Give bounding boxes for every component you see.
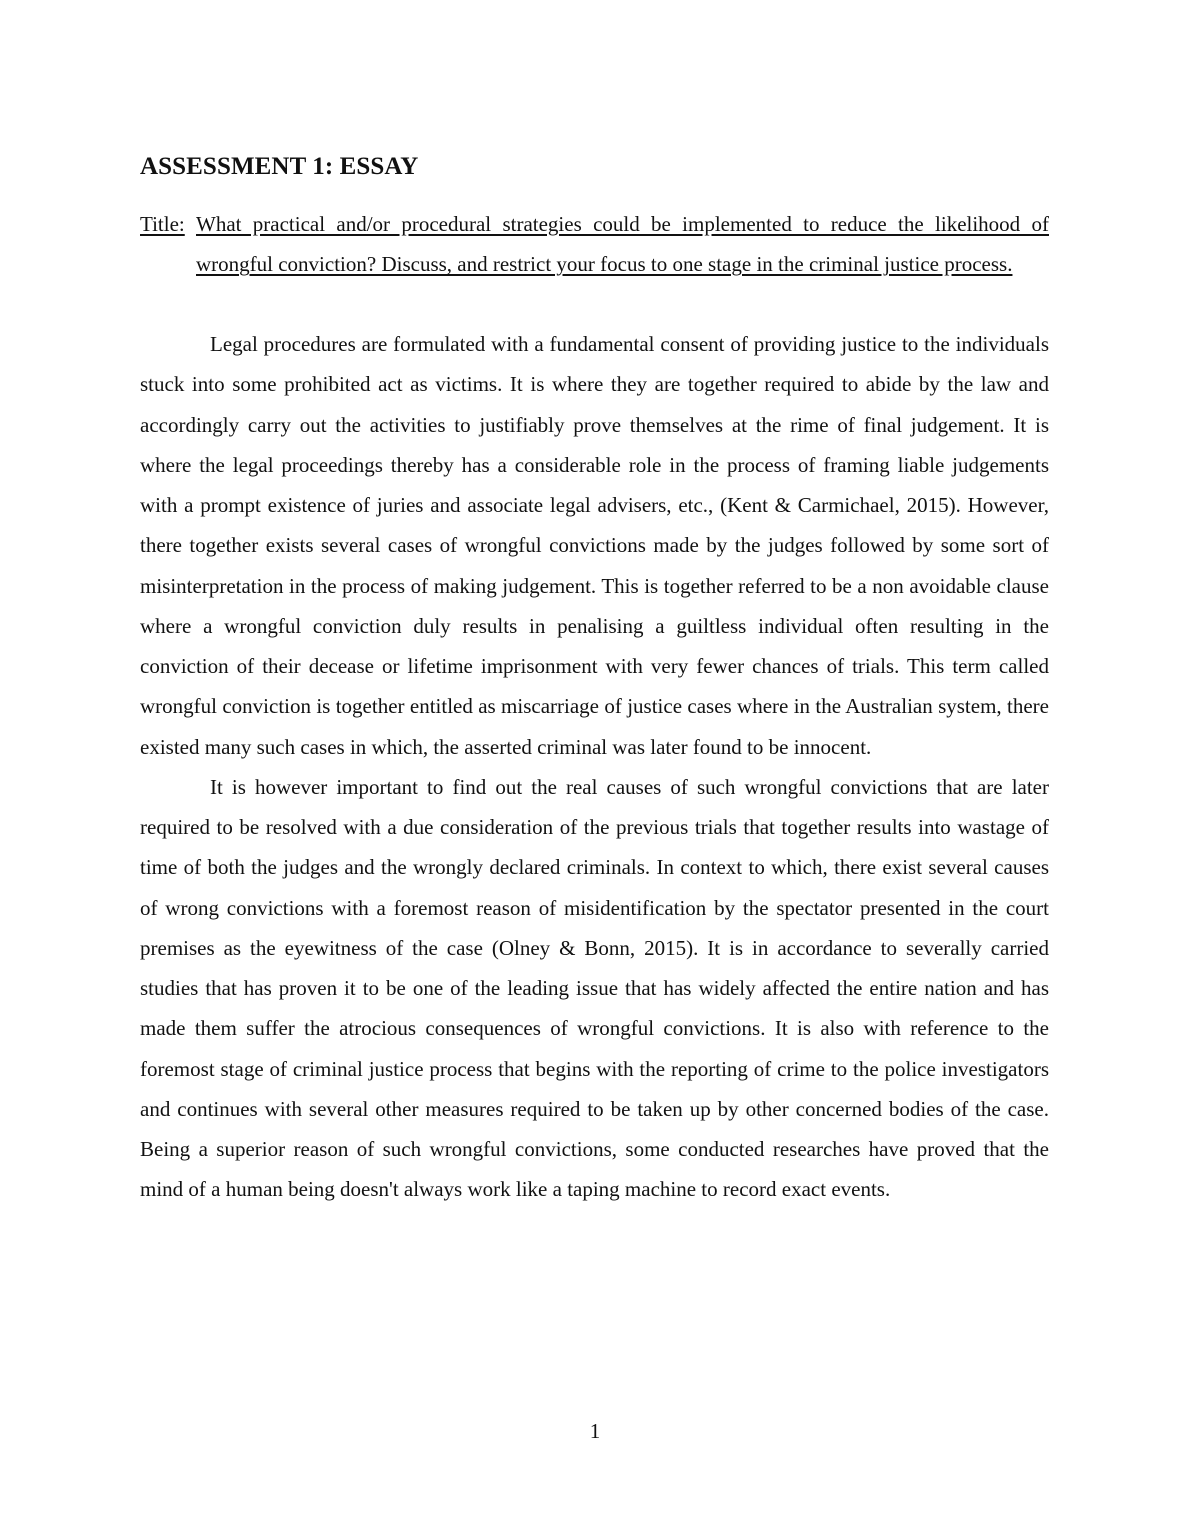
essay-title-label: Title: (140, 212, 185, 236)
page-number: 1 (589, 1419, 601, 1443)
paragraph-1: Legal procedures are formulated with a fundamental consent of providing justice to the individuals stuck into some prohibited act as victims. It is where they are together required to abide by the law and accordingly carry out the activities to justifiably prove themselves at the rime of final judgement. It is where the legal proceedings thereby has a considerable role in the process of framing liable judgements with a prompt existence of juries and associate legal advisers, etc., (Kent & Carmichael, 2015). However, there together exists several cases of wrongful convictions made by the judges followed by some sort of misinterpretation in the process of making judgement. This is together referred to be a non avoidable clause where a wrongful conviction duly results in penalising a guiltless individual often resulting in the conviction of their decease or lifetime imprisonment with very fewer chances of trials. This term called wrongful conviction is together entitled as miscarriage of justice cases where in the Australian system, there existed many such cases in which, the asserted criminal was later found to be innocent. (140, 332, 1049, 759)
essay-title-block (140, 204, 1049, 285)
paragraph-2: It is however important to find out the real causes of such wrongful convictions that are later required to be resolved with a due consideration of the previous trials that together results into wastage of time of both the judges and the wrongly declared criminals. In context to which, there exist several causes of wrong convictions with a foremost reason of misidentification by the spectator presented in the court premises as the eyewitness of the case (Olney & Bonn, 2015). It is in accordance to severally carried studies that has proven it to be one of the leading issue that has widely affected the entire nation and has made them suffer the atrocious consequences of wrongful convictions. It is also with reference to the foremost stage of criminal justice process that begins with the reporting of crime to the police investigators and continues with several other measures required to be taken up by other concerned bodies of the case. Being a superior reason of such wrongful convictions, some conducted researches have proved that the mind of a human being doesn't always work like a taping machine to record exact events. (140, 774, 1049, 1202)
document-heading: ASSESSMENT 1: ESSAY (140, 153, 419, 180)
essay-title-text: What practical and/or procedural strategies could be implemented to reduce the likelihood of wrongful conviction? Discuss, and restrict your focus to one stage in the criminal justice process. (196, 212, 1049, 277)
essay-body (140, 324, 1049, 1210)
